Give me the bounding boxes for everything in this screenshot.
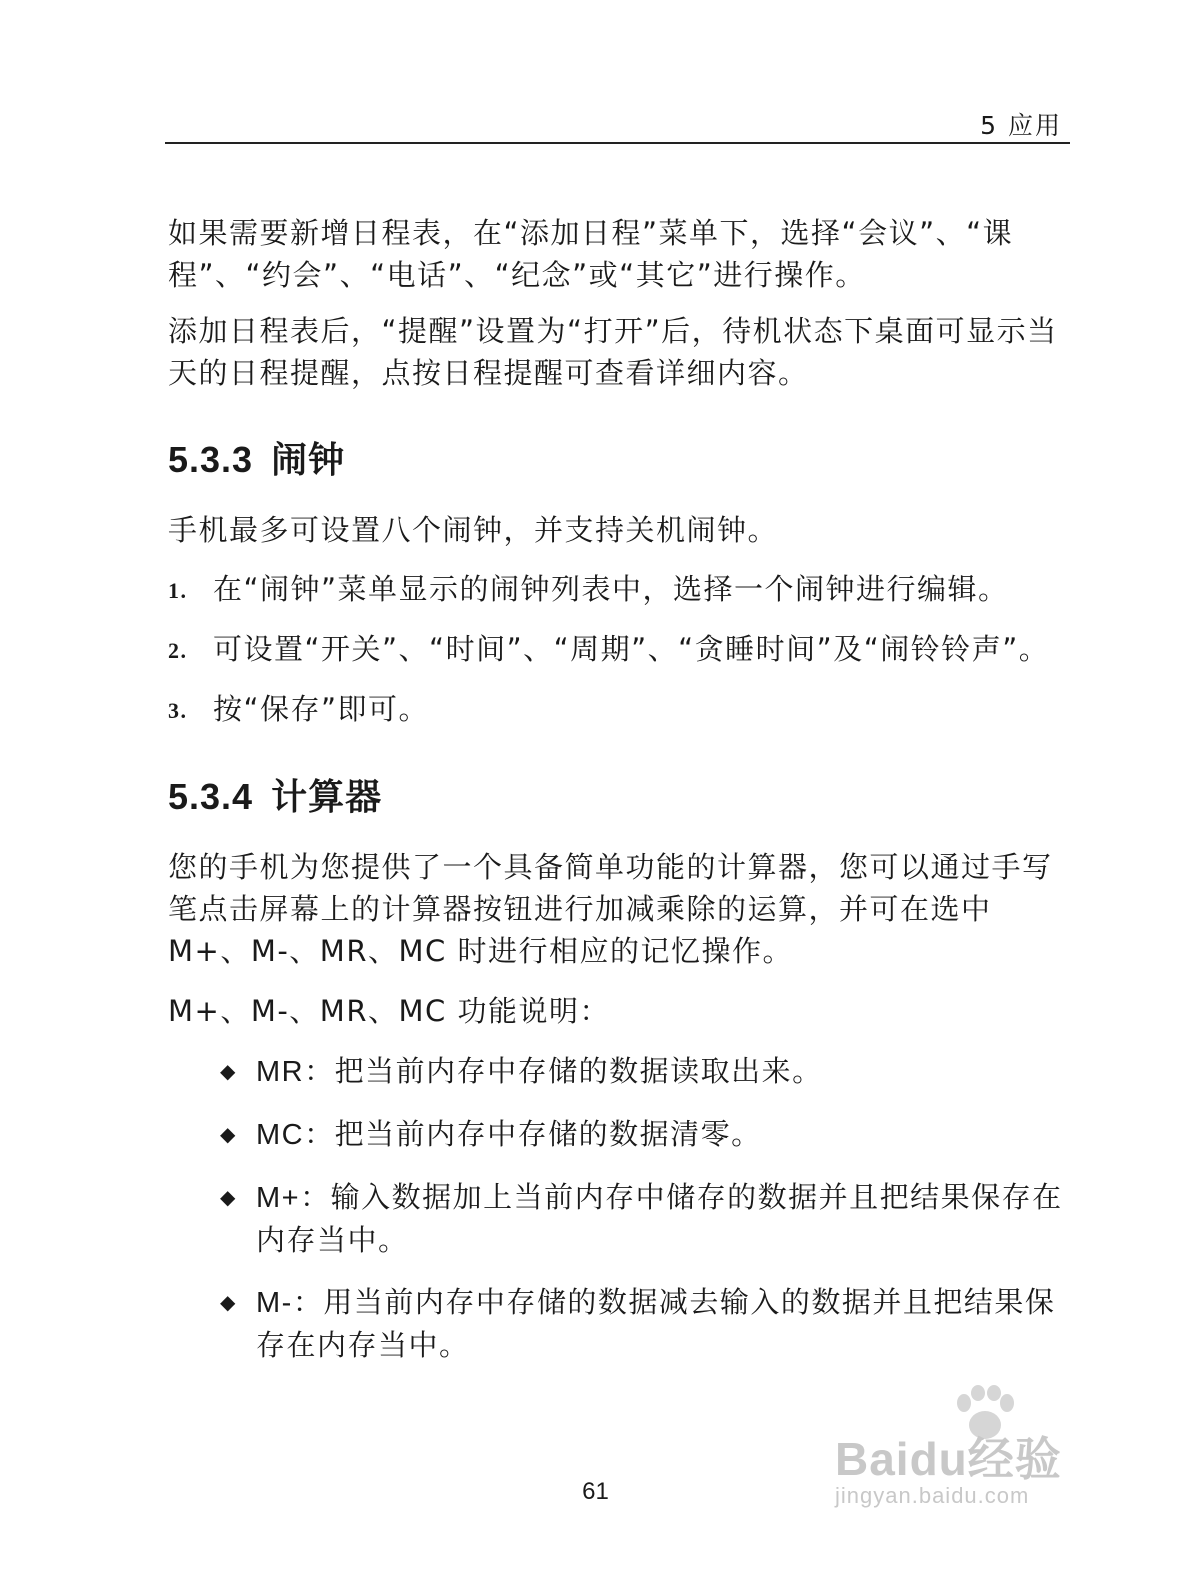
alarm-step xyxy=(168,569,1068,611)
alarm-step xyxy=(168,629,1068,671)
bullet-key: M- xyxy=(256,1287,293,1319)
calculator-description: 您的手机为您提供了一个具备简单功能的计算器，您可以通过手写笔点击屏幕上的计算器按钮进行加减乘除的运算，并可在选中 M+、M-、MR、MC 时进行相应的记忆操作。 xyxy=(168,850,1053,968)
step-text: 可设置“开关”、“时间”、“周期”、“贪睡时间”及“闹铃铃声”。 xyxy=(213,632,1050,666)
memory-functions-intro: M+、M-、MR、MC 功能说明： xyxy=(168,994,610,1028)
alarm-step xyxy=(168,689,1068,731)
section-title: 闹钟 xyxy=(271,439,346,480)
alarm-description: 手机最多可设置八个闹钟，并支持关机闹钟。 xyxy=(168,513,779,547)
bullet-key: MR xyxy=(256,1056,305,1088)
intro-paragraph-2: 添加日程表后，“提醒”设置为“打开”后，待机状态下桌面可显示当天的日程提醒，点按日程提醒可查看详细内容。 xyxy=(168,314,1058,390)
page-content xyxy=(168,212,1068,1386)
diamond-bullet-icon: ◆ xyxy=(220,1290,237,1314)
bullet-item xyxy=(220,1050,1068,1093)
watermark-url: jingyan.baidu.com xyxy=(835,1483,1030,1508)
step-text: 在“闹钟”菜单显示的闹钟列表中，选择一个闹钟进行编辑。 xyxy=(213,572,1009,606)
section-heading-calculator xyxy=(168,769,1068,820)
step-number: 1. xyxy=(168,578,188,603)
step-number: 3. xyxy=(168,698,188,723)
bullet-item xyxy=(220,1113,1068,1156)
bullet-description: ：把当前内存中存储的数据清零。 xyxy=(304,1117,762,1151)
diamond-bullet-icon: ◆ xyxy=(220,1122,237,1146)
bullet-description: ：输入数据加上当前内存中储存的数据并且把结果保存在内存当中。 xyxy=(256,1180,1063,1257)
diamond-bullet-icon: ◆ xyxy=(220,1059,237,1083)
section-heading-alarm xyxy=(168,432,1068,483)
baidu-watermark xyxy=(835,1385,1105,1525)
page-number: 61 xyxy=(582,1478,609,1505)
step-number: 2. xyxy=(168,638,188,663)
watermark-brand: Baidu经验 xyxy=(835,1433,1062,1485)
section-title: 计算器 xyxy=(271,776,383,817)
bullet-key: MC xyxy=(256,1119,305,1151)
chapter-label: 5 应用 xyxy=(980,111,1062,140)
bullet-item xyxy=(220,1176,1068,1261)
bullet-item xyxy=(220,1281,1068,1366)
bullet-key: M+ xyxy=(256,1182,301,1214)
page-header xyxy=(165,100,1070,144)
step-text: 按“保存”即可。 xyxy=(213,692,430,726)
section-number: 5.3.4 xyxy=(168,776,254,817)
diamond-bullet-icon: ◆ xyxy=(220,1185,237,1209)
intro-paragraph-1: 如果需要新增日程表，在“添加日程”菜单下，选择“会议”、“课程”、“约会”、“电话”、“纪念”或“其它”进行操作。 xyxy=(168,216,1014,292)
bullet-description: ：用当前内存中存储的数据减去输入的数据并且把结果保存在内存当中。 xyxy=(256,1285,1056,1362)
bullet-description: ：把当前内存中存储的数据读取出来。 xyxy=(304,1054,823,1088)
section-number: 5.3.3 xyxy=(168,439,254,480)
